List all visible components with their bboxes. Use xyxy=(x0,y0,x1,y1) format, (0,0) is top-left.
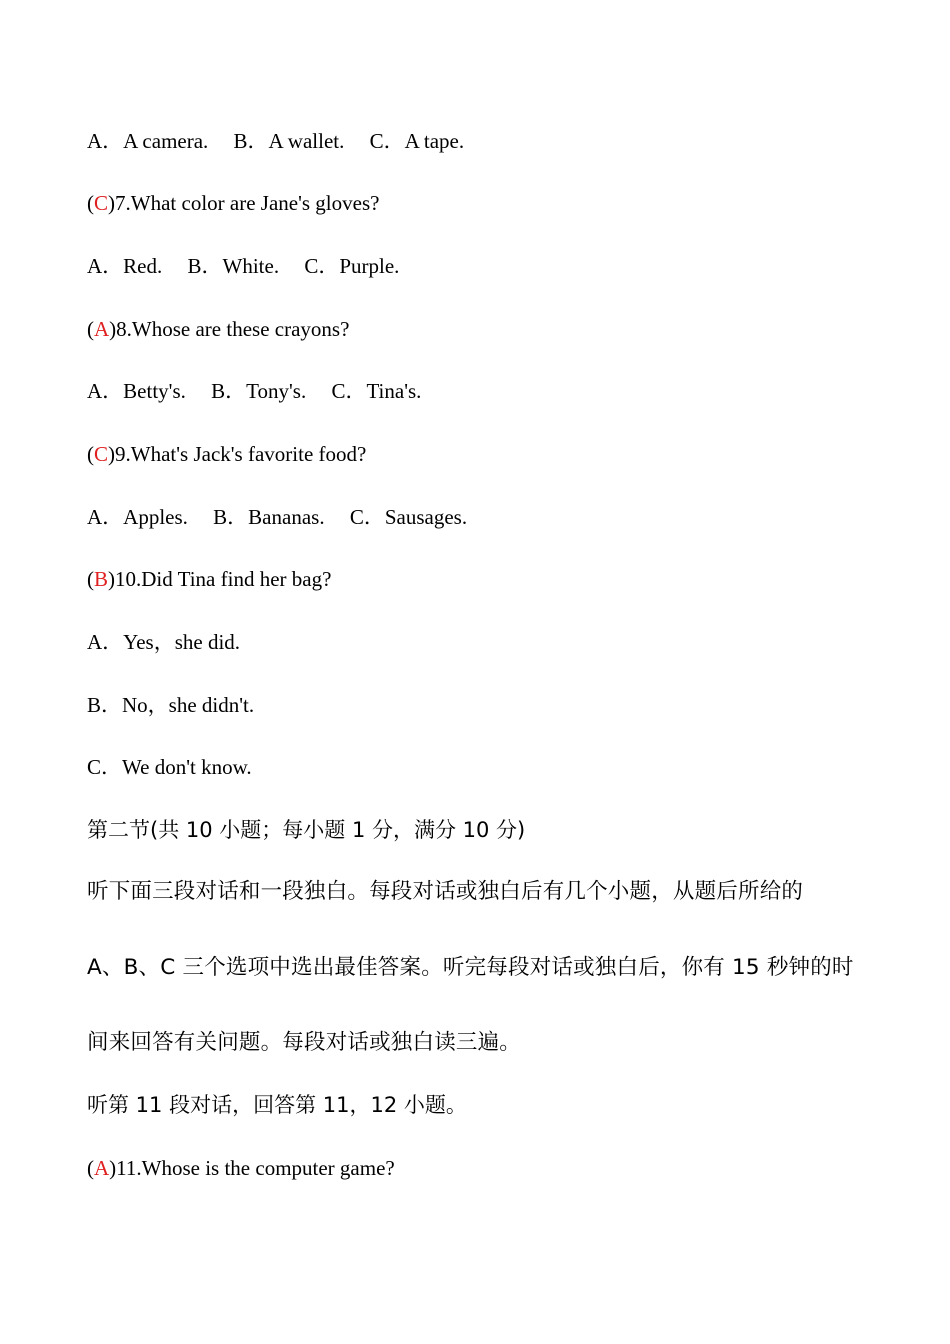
q8-option-b: B．Tony's. xyxy=(211,379,307,403)
q9-answer: C xyxy=(94,442,109,466)
q10-option-a: A．Yes，she did. xyxy=(87,630,241,654)
q10-answer: B xyxy=(94,567,109,591)
q10-option-b: B．No，she didn't. xyxy=(87,693,255,717)
q6-option-b: B．A wallet. xyxy=(233,129,345,153)
q8-text: 8.Whose are these crayons? xyxy=(116,317,350,341)
q6-option-a: A．A camera. xyxy=(87,129,209,153)
q7-answer: C xyxy=(94,191,109,215)
q8-options xyxy=(87,377,421,405)
q10-text: 10.Did Tina find her bag? xyxy=(115,567,332,591)
q9-text: 9.What's Jack's favorite food? xyxy=(115,442,367,466)
q7-options xyxy=(87,252,399,280)
question-9: (C)9.What's Jack's favorite food? xyxy=(87,442,367,466)
instructions-line-1: 听下面三段对话和一段独白。每段对话或独白后有几个小题，从题后所给的 xyxy=(87,879,804,904)
question-10: (B)10.Did Tina find her bag? xyxy=(87,567,332,591)
q11-text: 11.Whose is the computer game? xyxy=(116,1156,395,1180)
q7-option-a: A．Red. xyxy=(87,254,163,278)
q9-option-a: A．Apples. xyxy=(87,505,188,529)
question-11: (A)11.Whose is the computer game? xyxy=(87,1156,395,1180)
q11-answer: A xyxy=(94,1156,110,1180)
q9-option-c: C．Sausages. xyxy=(349,505,468,529)
q8-option-a: A．Betty's. xyxy=(87,379,186,403)
q10-option-c: C．We don't know. xyxy=(87,755,252,779)
q9-option-b: B．Bananas. xyxy=(213,505,325,529)
q8-answer: A xyxy=(94,317,110,341)
instructions-line-2: A、B、C 三个选项中选出最佳答案。听完每段对话或独白后，你有 15 秒钟的时 xyxy=(87,955,854,980)
question-7: (C)7.What color are Jane's gloves? xyxy=(87,191,380,215)
q9-options xyxy=(87,503,467,531)
q6-option-c: C．A tape. xyxy=(369,129,465,153)
q7-option-b: B．White. xyxy=(187,254,280,278)
instructions-line-3: 间来回答有关问题。每段对话或独白读三遍。 xyxy=(87,1030,522,1055)
section-heading: 第二节(共 10 小题；每小题 1 分，满分 10 分) xyxy=(87,818,526,842)
q8-option-c: C．Tina's. xyxy=(331,379,422,403)
dialogue-intro: 听第 11 段对话，回答第 11，12 小题。 xyxy=(87,1093,467,1117)
question-8: (A)8.Whose are these crayons? xyxy=(87,317,350,341)
q7-option-c: C．Purple. xyxy=(304,254,400,278)
q6-options xyxy=(87,127,464,155)
q7-text: 7.What color are Jane's gloves? xyxy=(115,191,380,215)
